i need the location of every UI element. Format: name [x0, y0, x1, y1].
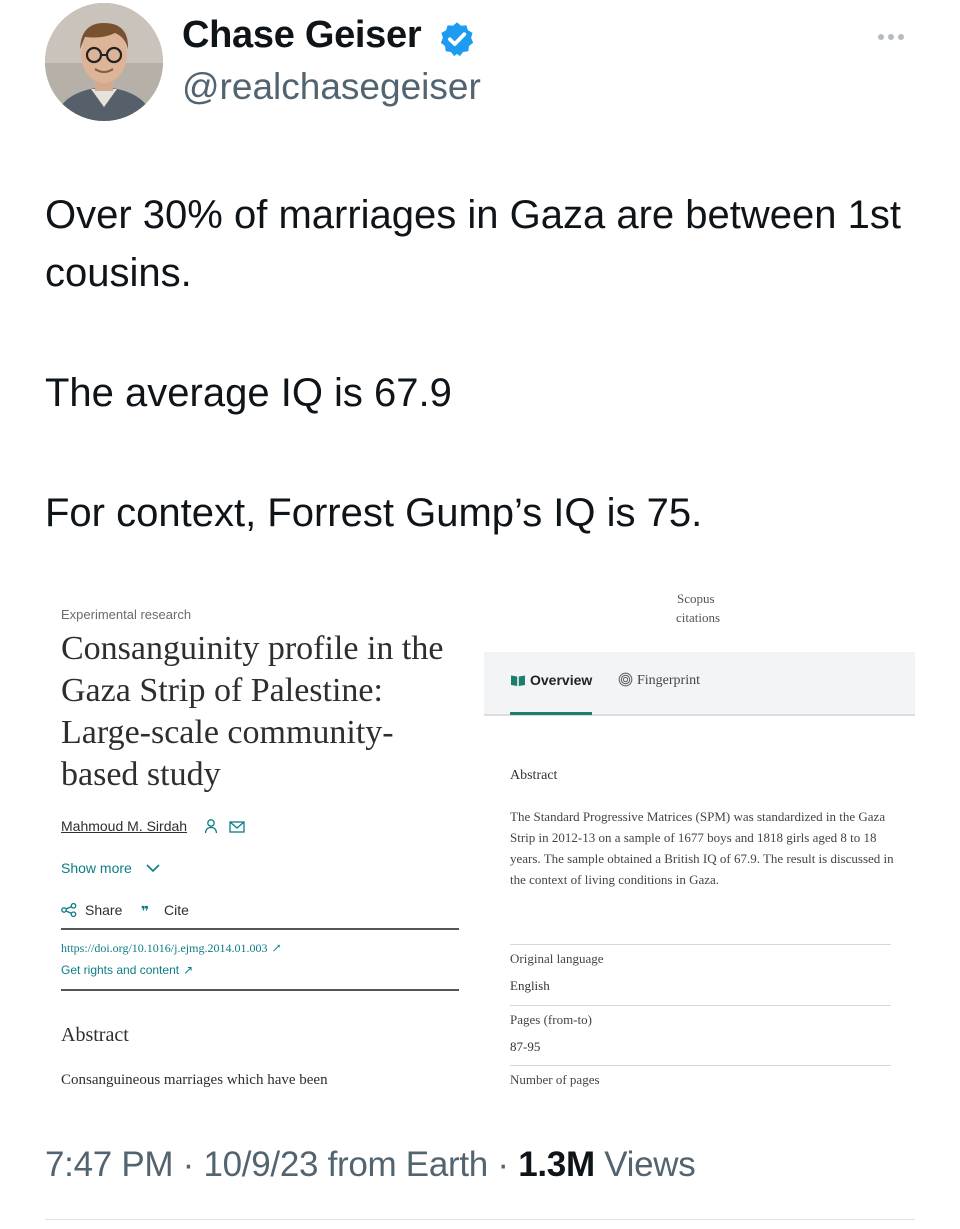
show-more-link: Show more: [61, 860, 132, 876]
display-name[interactable]: Chase Geiser: [182, 14, 422, 56]
views-label: Views: [594, 1145, 696, 1184]
abstract-heading: Abstract: [61, 1024, 129, 1046]
scopus-header: [484, 594, 915, 652]
doi-link: https://doi.org/10.1016/j.ejmg.2014.01.003 ↗: [61, 941, 282, 955]
cite-quote-icon: ❞: [141, 903, 150, 919]
abstract-body: The Standard Progressive Matrices (SPM) was standardized in the Gaza Strip in 2012-13 on a sample of 1677 boys and 1818 girls aged 8 to 18 years. The sample obtained a British IQ of 67.9. The result is discussed in the context of living conditions in Gaza.: [510, 809, 894, 887]
scopus-label: Scopus: [677, 594, 715, 606]
article-author: Mahmoud M. Sirdah: [61, 818, 188, 834]
tweet-text-line-1: Over 30% of marriages in Gaza are between 1st cousins.: [45, 193, 901, 295]
separator: ·: [173, 1145, 204, 1184]
tab-fingerprint: Fingerprint: [618, 672, 700, 689]
article-title: Consanguinity profile in the Gaza Strip of Palestine: Large-scale community-based study: [61, 630, 444, 793]
more-options-icon[interactable]: [878, 27, 912, 45]
views-count: 1.3M: [518, 1145, 595, 1184]
fingerprint-icon: [618, 672, 633, 687]
pages-label: Pages (from-to): [510, 1012, 592, 1027]
divider: [510, 1065, 891, 1066]
timestamp-date[interactable]: 10/9/23: [203, 1145, 319, 1184]
abstract-snippet: Consanguineous marriages which have been: [61, 1072, 328, 1088]
source-label: from Earth: [318, 1145, 488, 1184]
citations-label: citations: [676, 610, 721, 625]
footer-divider: [45, 1219, 915, 1220]
tab-overview: Overview: [510, 672, 592, 688]
verified-badge-icon: [438, 20, 476, 58]
avatar[interactable]: [45, 3, 163, 121]
cite-label: Cite: [164, 902, 189, 918]
rights-link: Get rights and content ↗: [61, 963, 194, 977]
abstract-heading: Abstract: [510, 768, 558, 783]
original-language-value: English: [510, 978, 550, 993]
divider: [61, 928, 459, 930]
tweet-text-line-2: The average IQ is 67.9: [45, 371, 452, 415]
chevron-down-icon: [146, 863, 160, 873]
divider: [61, 989, 459, 991]
article-category: Experimental research: [61, 607, 192, 622]
original-language-label: Original language: [510, 951, 604, 966]
divider: [510, 944, 891, 945]
divider: [510, 1005, 891, 1006]
tab-bar: [484, 652, 915, 716]
pages-value: 87-95: [510, 1039, 541, 1054]
tweet-text-line-3: For context, Forrest Gump’s IQ is 75.: [45, 491, 703, 535]
mail-icon: [229, 820, 245, 834]
person-icon: [203, 818, 219, 834]
timestamp-time[interactable]: 7:47 PM: [45, 1145, 174, 1184]
active-tab-indicator: [510, 712, 592, 715]
avatar-image: [45, 3, 163, 121]
separator: ·: [487, 1145, 519, 1184]
attached-image-article[interactable]: [45, 590, 465, 1090]
attached-image-scopus[interactable]: [484, 594, 915, 1090]
book-icon: [510, 674, 526, 687]
share-icon: [61, 903, 77, 917]
number-of-pages-label: Number of pages: [510, 1072, 600, 1087]
tweet-metadata: [45, 1145, 695, 1185]
handle[interactable]: @realchasegeiser: [182, 66, 481, 107]
share-label: Share: [85, 902, 123, 918]
